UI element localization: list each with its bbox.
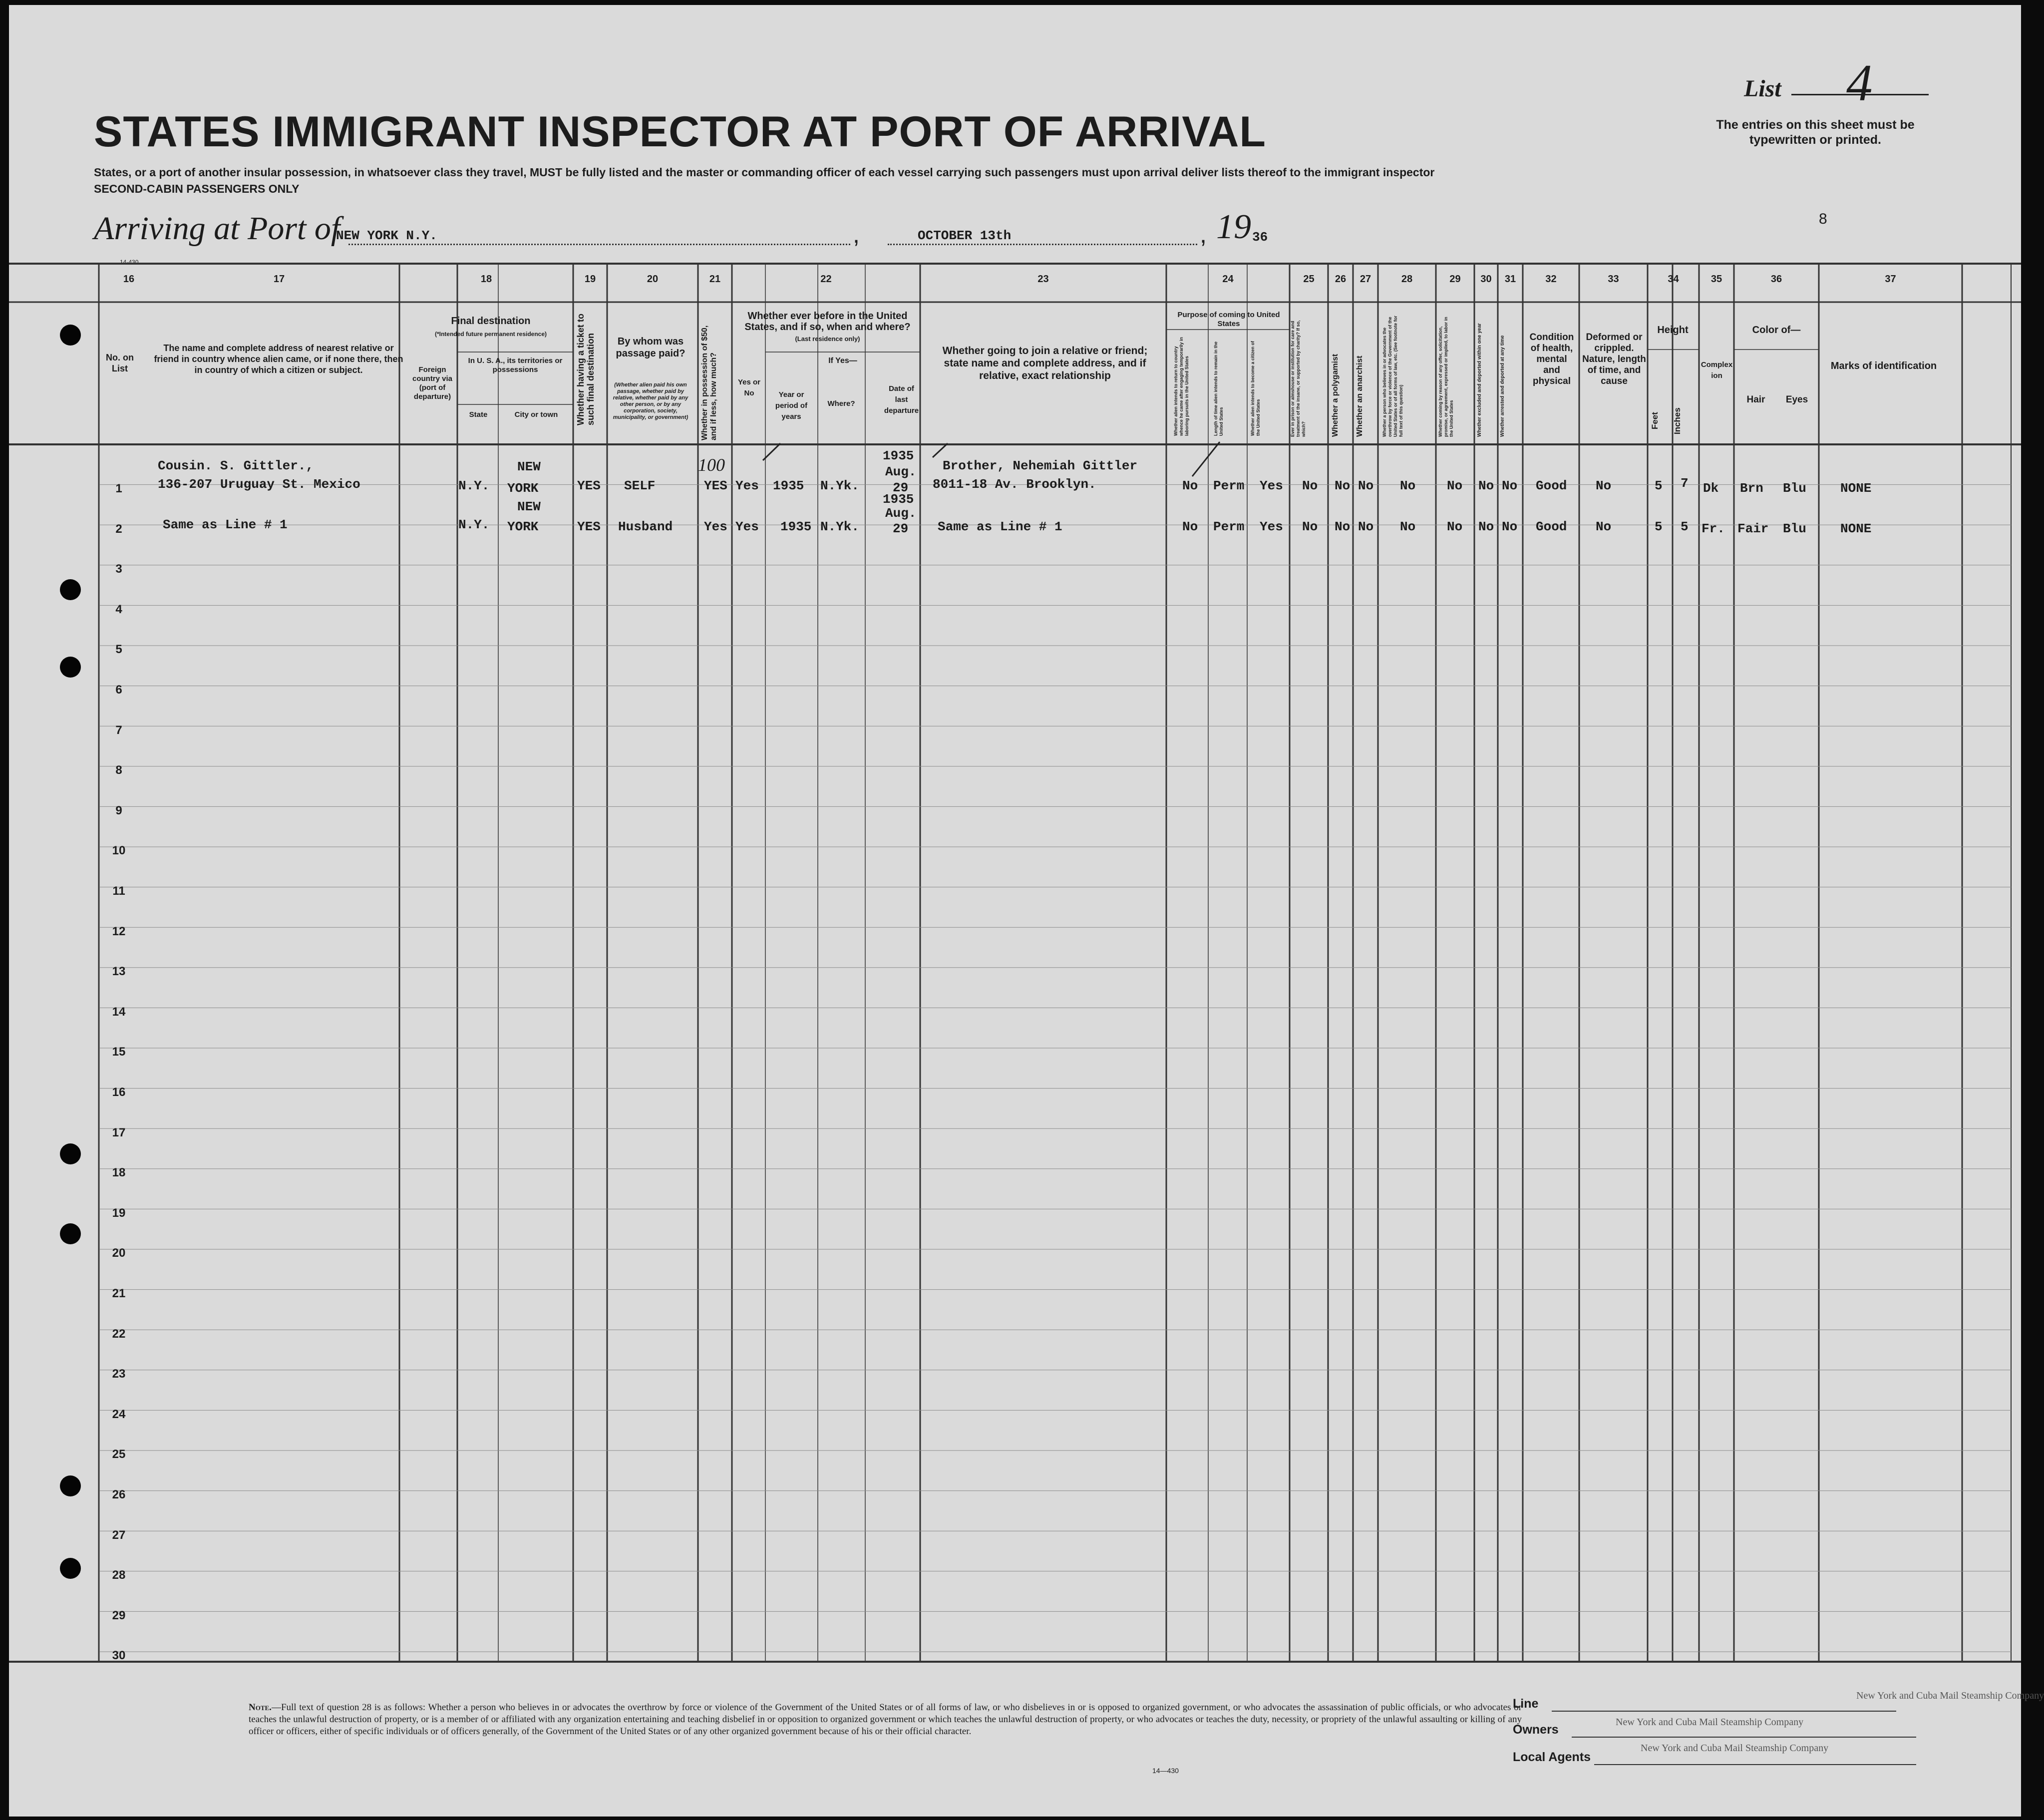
agents-label: Local Agents [1513,1750,1591,1764]
footnote-label: Note. [249,1702,272,1713]
owners-stamp: New York and Cuba Mail Steamship Company [1616,1717,1804,1728]
column-number-24: 24 [1222,274,1234,285]
row-2-polygamist: No [1335,519,1351,534]
row-1-feet: 5 [1655,478,1663,493]
header-last-residence: (Last residence only) [795,335,860,343]
row-number-20: 20 [112,1246,126,1260]
header-labor: Whether coming by reason of any offer, solicitation, promise, or agreement, expressed or implied, to labor in the United States [1438,317,1454,437]
owners-label: Owners [1513,1723,1559,1737]
row-number-26: 26 [112,1488,126,1501]
comma: , [853,220,860,248]
row-number-21: 21 [112,1287,126,1300]
row-1-city-line1: NEW [517,459,541,474]
row-2-feet: 5 [1655,519,1663,534]
row-1-hair: Brn [1740,481,1763,496]
row-number-2: 2 [115,522,122,536]
footnote [249,1702,1522,1738]
row-1-deported: No [1502,478,1518,493]
header-final-destination-note: (*Intended future permanent residence) [434,331,547,338]
line-label: Line [1513,1697,1539,1711]
header-feet: Feet [1650,412,1660,429]
column-number-18: 18 [480,274,492,285]
row-2-money: Yes [704,519,727,534]
manifest-sheet [9,5,2044,1817]
header-in-usa: In U. S. A., its territories or possessions [468,357,563,374]
year-prefix: 19 [1216,208,1251,246]
header-no-on-list: No. on List [106,353,134,373]
row-number-28: 28 [112,1568,126,1582]
row-number-30: 30 [112,1649,126,1663]
row-1-excluded: No [1478,478,1494,493]
header-date-departure: Date of last departure [884,384,919,415]
column-number-30: 30 [1480,274,1492,285]
row-1-join-line1: Brother, Nehemiah Gittler [943,458,1138,473]
row-2-citizen: Yes [1260,519,1283,534]
header-color-of: Color of— [1752,325,1801,336]
entries-note: The entries on this sheet must be typewritten or printed. [1716,118,1915,147]
row-number-11: 11 [112,884,125,898]
row-2-date-line2: Aug. [885,506,917,521]
column-number-28: 28 [1401,274,1413,285]
header-excluded: Whether excluded and deported within one year [1477,323,1482,437]
row-number-12: 12 [112,924,126,938]
row-number-23: 23 [112,1367,126,1381]
header-prison: Ever in prison or almshouse or institution for care and treatment of the insane, or supported by charity? If so, which? [1290,320,1306,437]
row-number-22: 22 [112,1327,126,1341]
row-1-ticket: YES [577,478,601,493]
header-passage-note: (Whether alien paid his own passage, whether paid by relative, whether paid by any other person, or by any corporation, society, municipality, or government) [613,382,688,420]
row-1-relative-line2: 136-207 Uruguay St. Mexico [158,477,360,492]
header-deported: Whether arrested and deported at any time [1500,335,1505,437]
column-number-23: 23 [1037,274,1049,285]
row-1-labor: No [1447,478,1463,493]
row-number-9: 9 [115,803,122,817]
header-purpose-return: Whether alien intends to return to country whence he came after engaging temporarily in laboring pursuits in the United States [1173,337,1189,436]
header-polygamist: Whether a polygamist [1331,354,1340,437]
header-deformed: Deformed or crippled. Nature, length of time, and cause [1582,332,1646,386]
row-2-return: No [1182,519,1198,534]
row-1-relative-line1: Cousin. S. Gittler., [158,458,314,473]
header-state: State [469,410,488,419]
column-number-27: 27 [1360,274,1371,285]
header-period: Year or period of years [775,390,808,421]
row-number-16: 16 [112,1086,126,1099]
row-2-relative-line1: Same as Line # 1 [163,517,288,532]
row-number-6: 6 [115,683,122,697]
row-number-5: 5 [115,643,122,657]
row-number-4: 4 [115,602,122,616]
year-suffix: 36 [1252,230,1268,245]
form-title: STATES IMMIGRANT INSPECTOR AT PORT OF ARRIVAL [94,108,1266,156]
header-join-relative: Whether going to join a relative or friend; state name and complete address, and if relative, exact relationship [942,345,1148,381]
row-1-state: N.Y. [458,478,490,493]
form-instructions: States, or a port of another insular possession, in whatsoever class they travel, MUST be fully listed and the master or commanding officer of each vessel carrying such passengers must upon arrival deliver lists thereof to the immigrant inspector [94,166,1435,179]
row-1-eyes: Blu [1783,481,1806,496]
row-1-before: Yes [735,478,759,493]
row-1-complexion: Dk [1703,481,1719,496]
header-passage-paid: By whom was passage paid? [616,336,685,359]
list-label: List [1744,75,1781,102]
row-1-money-handwritten: 100 [698,455,725,475]
row-1-where: N.Yk. [820,478,860,493]
line-rule [1552,1711,1896,1712]
column-number-35: 35 [1710,274,1722,285]
header-complexion: Complexion [1701,361,1733,380]
row-2-city-line1: NEW [517,499,541,514]
row-2-eyes: Blu [1783,521,1806,536]
header-purpose-citizen: Whether alien intends to become a citizen of the United States [1250,341,1261,436]
list-number: 4 [1846,53,1873,112]
row-2-join-line1: Same as Line # 1 [938,519,1062,534]
row-2-excluded: No [1478,519,1494,534]
row-1-date-line3: 29 [893,480,909,495]
row-number-17: 17 [112,1125,126,1139]
row-1-years: 1935 [773,478,804,493]
header-relative: The name and complete address of nearest relative or friend in country whence alien came, or if none there, then in country of which a citizen or subject. [154,343,403,375]
agents-rule [1594,1764,1916,1765]
row-2-date-line1: 1935 [883,492,914,507]
header-ticket: Whether having a ticket to such final destination [576,313,596,425]
row-1-q28: No [1400,478,1416,493]
row-number-3: 3 [115,562,122,576]
row-2-city-line2: YORK [507,519,539,534]
row-2-deported: No [1502,519,1518,534]
row-2-where: N.Yk. [820,519,860,534]
header-hair: Hair [1746,394,1765,405]
column-number-33: 33 [1608,274,1619,285]
row-2-length: Perm [1213,519,1245,534]
header-city: City or town [514,410,558,419]
row-2-paid-by: Husband [618,519,673,534]
column-number-19: 19 [584,274,596,285]
row-2-prison: No [1302,519,1318,534]
row-1-prison: No [1302,478,1318,493]
row-number-8: 8 [115,763,122,777]
column-number-29: 29 [1449,274,1461,285]
column-number-26: 26 [1335,274,1347,285]
row-1-date-line2: Aug. [885,464,917,479]
row-1-citizen: Yes [1260,478,1283,493]
row-2-anarchist: No [1358,519,1374,534]
row-number-10: 10 [112,844,126,858]
header-money: Whether in possession of $50, and if less, how much? [700,325,718,440]
row-number-1: 1 [115,482,122,495]
row-number-19: 19 [112,1206,126,1220]
form-code-top: 14-430 [120,259,139,266]
arriving-label: Arriving at Port of [94,210,341,247]
form-code: 14—430 [1152,1767,1179,1775]
row-number-25: 25 [112,1448,126,1461]
row-1-deformed: No [1596,478,1612,493]
row-1-return: No [1182,478,1198,493]
row-1-polygamist: No [1335,478,1351,493]
row-number-13: 13 [112,965,126,979]
column-number-25: 25 [1303,274,1315,285]
header-if-yes: If Yes— [828,357,857,365]
arrival-port: NEW YORK N.Y. [336,228,437,243]
row-2-state: N.Y. [458,517,490,532]
column-number-31: 31 [1504,274,1516,285]
header-foreign-country: Foreign country via (port of departure) [412,365,453,401]
passenger-class: SECOND-CABIN PASSENGERS ONLY [94,182,300,195]
agents-stamp: New York and Cuba Mail Steamship Company [1641,1743,1829,1754]
row-2-date-line3: 29 [893,521,909,536]
row-number-18: 18 [112,1166,126,1180]
row-2-deformed: No [1596,519,1612,534]
row-1-join-line2: 8011-18 Av. Brooklyn. [933,477,1096,492]
column-number-22: 22 [820,274,832,285]
row-1-marks: NONE [1840,481,1872,496]
column-number-17: 17 [273,274,285,285]
row-2-inches: 5 [1681,519,1689,534]
header-eyes: Eyes [1785,394,1808,405]
header-purpose-length: Length of time alien intends to remain in the United States [1213,341,1224,436]
column-number-34: 34 [1668,274,1679,285]
line-stamp: New York and Cuba Mail Steamship Company [1856,1690,2044,1701]
column-number-37: 37 [1885,274,1896,285]
column-number-20: 20 [647,274,659,285]
row-1-anarchist: No [1358,478,1374,493]
row-1-city-line2: YORK [507,481,539,496]
tick-mark [1192,442,1220,476]
row-2-hair: Fair [1737,521,1769,536]
row-2-labor: No [1447,519,1463,534]
owners-rule [1572,1737,1916,1738]
comma: , [1200,220,1207,248]
row-2-before: Yes [735,519,759,534]
arrival-date: OCTOBER 13th [918,228,1012,243]
column-number-36: 36 [1770,274,1782,285]
row-number-29: 29 [112,1608,126,1622]
header-yes-or-no: Yes or No [737,378,761,397]
row-2-years: 1935 [780,519,812,534]
row-2-q28: No [1400,519,1416,534]
column-number-32: 32 [1545,274,1557,285]
row-number-14: 14 [112,1005,126,1019]
row-2-health: Good [1536,519,1567,534]
header-where: Where? [827,399,855,408]
header-anarchist: Whether an anarchist [1356,356,1364,437]
header-final-destination: Final destination [451,316,531,327]
tick-mark [933,443,948,457]
row-number-15: 15 [112,1045,126,1059]
row-2-marks: NONE [1840,521,1872,536]
column-number-16: 16 [123,274,135,285]
footnote-text: —Full text of question 28 is as follows: Whether a person who believes in or advocates the overthrow by force or violence of the Government of the United States or of all forms of law, or who disbelieves in or is opposed to organized government, or who advocates the assassination of public officials, or who advocates or teaches the unlawful destruction of property, or is a member of or affiliated with any organization entertaining and teaching disbelief in or opposition to organized government or which teaches the unlawful destruction of property, or who advocates or teaches the duty, necessity, or propriety of the unlawful assaulting or killing of any officer or officers, either of specific individuals or of officers generally, of the Government of the United States or of any other organized government because of his or their official character. [249,1702,1522,1737]
row-1-paid-by: SELF [624,478,656,493]
row-1-inches: 7 [1681,476,1689,491]
row-number-7: 7 [115,723,122,737]
header-purpose: Purpose of coming to United States [1177,311,1280,328]
row-1-date-line1: 1935 [883,448,914,463]
row-number-24: 24 [112,1407,126,1421]
row-1-money: YES [704,478,727,493]
row-1-length: Perm [1213,478,1245,493]
header-height: Height [1657,325,1689,336]
row-1-health: Good [1536,478,1567,493]
stray-mark: 8 [1819,211,1827,227]
row-number-27: 27 [112,1528,126,1542]
header-q28: Whether a person who believes in or advocates the overthrow by force or violence of the Government of the United States or of all forms of law, etc. (See footnote for full text of this question) [1382,316,1403,437]
column-number-21: 21 [709,274,721,285]
header-ever-before: Whether ever before in the United States, and if so, when and where? [744,311,911,333]
header-inches: Inches [1673,407,1682,434]
header-marks: Marks of identification [1830,361,1937,371]
row-2-complexion: Fr. [1702,521,1725,536]
row-2-ticket: YES [577,519,601,534]
header-health: Condition of health, mental and physical [1529,332,1574,386]
